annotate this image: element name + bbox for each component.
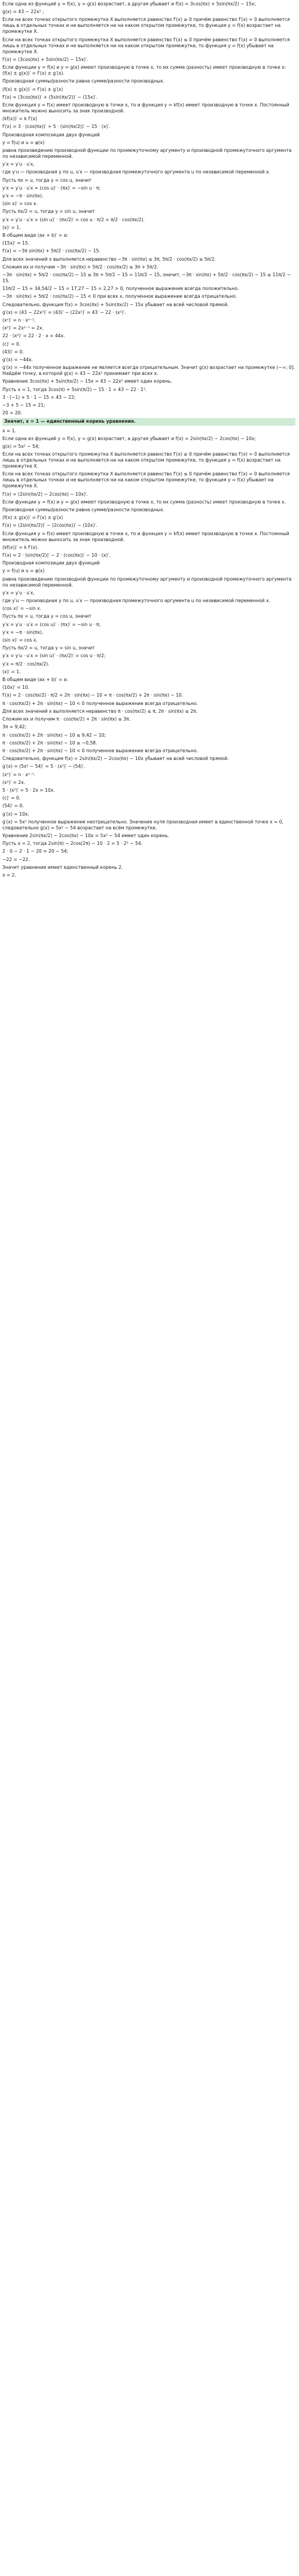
text-line: x = 1.: [2, 428, 16, 434]
text-line: (c)′ = 0.: [2, 795, 21, 801]
text-line: равна произведению производной функции по промежуточному аргументу и производной промежуточного аргумента по независимой переменной.: [2, 147, 292, 159]
text-line: (x)′ = 1.: [2, 224, 21, 230]
text-line: Если одна из функций y = f(x), y = g(x) возрастает, а другая убывает и f(x) = 2sin(πx/2) − 2cos(πx) − 10x;: [2, 435, 256, 441]
text-line: Для всех значений x выполняется неравенство π · cos(πx/2) ≤ π, 2π · sin(πx) ≤ 2π.: [2, 708, 198, 714]
text-line: (xⁿ)′ = n · xⁿ⁻¹.: [2, 318, 36, 323]
text-line: Если функция y = f(x) имеет производную в точке x, то и функция y = kf(x) имеет производную в точке x. Постоянный множитель можно выносить за знак производной.: [2, 102, 289, 114]
text-line: 11π/2 − 15 ≈ 34,54/2 − 15 = 17,27 − 15 = 2,27 > 0, полученное выражение всегда положительно.: [2, 286, 239, 292]
text-line: f′(x) = −3π sin(πx) + 5π/2 · cos(πx/2) − 15.: [2, 248, 100, 254]
text-line: (c)′ = 0.: [2, 341, 21, 347]
text-line: Если на всех точках открытого промежутка X выполняется равенство f′(x) ≤ 0 причём равенство f′(x) = 0 выполняется лишь в отдельных точках и не выполняется ни на каком открытом промежутке, то функция y = f(x) убывает на промежутке X.: [2, 471, 290, 489]
text-line: Для всех значений x выполняется неравенство −3π · sin(πx) ≤ 3π, 5π/2 · cos(πx/2) ≤ 5π/2.: [2, 256, 216, 262]
text-line: Пусть x = 1, тогда 3cos(π) + 5sin(π/2) − 15 · 1 = 43 − 22 · 1².: [2, 386, 147, 392]
text-line: Если на всех точках открытого промежутка X выполняется равенство f′(x) ≤ 0 причём равенство f′(x) = 0 выполняется лишь в отдельных точках и не выполняется ни на каком открытом промежутке, то функция y = f(x) убывает на промежутке X.: [2, 36, 290, 54]
text-line: y′x = y′u · u′x,: [2, 590, 35, 596]
text-line: f′(x) = 3 · (cos(πx))′ + 5 · (sin(πx/2))′ − 15 · (x)′.: [2, 124, 111, 130]
text-line: (x²)′ = 2x.: [2, 779, 26, 785]
text-line: (x)′ = 1.: [2, 669, 21, 674]
text-line: В общем виде (ax + b)′ = a:: [2, 677, 68, 683]
text-line: В общем виде (ax + b)′ = a:: [2, 232, 68, 238]
text-line: Если функции y = f(x) и y = g(x) имеют производную в точке x, то их сумма (разность) имеет производную в точке x.: [2, 499, 286, 505]
text-line: g′(x) = (43 − 22x²)′ = (43)′ − (22x²)′ = 43′ − 22 · (x²)′.: [2, 309, 126, 315]
text-line: g′(x) = 10x.: [2, 811, 29, 817]
text-line: 22 · (x²)′ = 22 · 2 · x = 44x.: [2, 333, 65, 339]
text-line: Уравнение 2sin(πx/2) − 2cos(πx) − 10x = 5x² − 54 имеет один корень.: [2, 832, 169, 838]
text-line: 5 · (x²)′ = 5 · 2x = 10x.: [2, 787, 55, 793]
text-line: (43)′ = 0.: [2, 349, 24, 355]
text-line: Значит уравнение имеет единственный корень 2.: [2, 864, 123, 870]
text-line: (kf(x))′ = k f′(x).: [2, 544, 39, 550]
text-line: Производная композиции двух функций: [2, 132, 100, 138]
text-line: f′(x) = (3cos(πx) + 5sin(πx/2) − 15x)′.: [2, 56, 89, 62]
text-line: y′x = −π · sin(πx).: [2, 629, 44, 635]
text-line: Производная суммы/разности равна сумме/разности производных.: [2, 78, 164, 84]
text-line: y = f(u) и u = φ(x): [2, 568, 45, 574]
text-line: g′(x) = −44x полученное выражение не является всегда отрицательным. Значит g(x) возрастает на промежутке (−∞; 0]. Найдём точку, в которой g(x) = 43 − 22x² принимает при всех x.: [2, 365, 295, 377]
text-line: Сложим их и получим −3π · sin(πx) + 5π/2 · cos(πx/2) ≤ 3π + 5π/2.: [2, 264, 158, 270]
text-line: Пусть πx/2 = u, тогда y = sin u, значит: [2, 645, 95, 651]
text-line: Если функция y = f(x) имеет производную в точке x, то и функция y = kf(x) имеет производную в точке x. Постоянный множитель можно выносить за знак производной.: [2, 530, 289, 542]
text-line: (kf(x))′ = k f′(x): [2, 116, 37, 122]
text-line: Пусть πx = u, тогда y = cos u, значит: [2, 614, 91, 619]
text-line: Если одна из функций y = f(x), y = g(x) возрастает, а другая убывает и f(x) = 3cos(πx) + 5sin(πx/2) − 15x;: [2, 1, 256, 7]
text-line: (xⁿ)′ = n · xⁿ⁻¹.: [2, 771, 36, 777]
text-line: Производная композиции двух функций: [2, 560, 100, 566]
text-line: −3π · sin(πx) + 5π/2 · cos(πx/2) − 15 ≤ 3π + 5π/2 − 15 = 11π/2 − 15, значит, −3π · sin(πx) + 5π/2 · cos(πx/2) − 15 ≤ 11π/2 − 15.: [2, 272, 291, 284]
text-line: Производная суммы/разности равна сумме/разности производных.: [2, 506, 164, 512]
text-line: (sin x)′ = cos x.: [2, 201, 38, 207]
text-line: y′x = y′u · u′x = (sin u)′ · (πx/2)′ = cos u · π/2 = π/2 · cos(πx/2).: [2, 216, 145, 222]
text-line: y′x = y′u · u′x = (cos u)′ · (πx)′ = −sin u · π;: [2, 185, 101, 191]
text-line: (x²)′ = 2x²⁻¹ = 2x.: [2, 325, 44, 331]
text-line: (54)′ = 0.: [2, 803, 24, 809]
text-line: (15x)′ = 15.: [2, 240, 30, 246]
text-line: f′(x) = 2 · (sin(πx/2))′ − 2 · (cos(πx))′ − 10 · (x)′.: [2, 553, 111, 558]
text-line: Следовательно, функция f(x) = 3cos(πx) + 5sin(πx/2) − 15x убывает на всей числовой прямой.: [2, 301, 229, 307]
text-line: −3 + 5 − 15 = 21;: [2, 402, 45, 408]
text-line: 3 · (−1) + 5 · 1 − 15 = 43 − 22;: [2, 394, 76, 400]
text-line: g(x) = 5x² − 54;: [2, 443, 40, 449]
text-line: Пусть πx/2 = u, тогда y = sin u, значит: [2, 209, 95, 215]
text-line: g′(x) = −44x.: [2, 357, 33, 363]
text-line: Пусть x = 2, тогда 2sin(π) − 2cos(2π) − 10 · 2 = 5 · 2² − 54.: [2, 841, 143, 847]
text-line: y′x = y′u · u′x,: [2, 161, 35, 167]
text-line: −22 = −22.: [2, 856, 30, 862]
text-line: (cos x)′ = −sin x.: [2, 606, 42, 612]
text-line: y′x = y′u · u′x = (cos u)′ · (πx)′ = −sin u · π;: [2, 621, 101, 627]
text-line: π · cos(πx/2) + 2π · sin(πx) − 10 < 0 полученное выражение всегда отрицательно.: [2, 747, 198, 753]
text-line: Уравнение 3cos(πx) + 5sin(πx/2) − 15x = 43 − 22x² имеет один корень.: [2, 379, 172, 384]
text-line: 2 · 0 − 2 · 1 − 20 = 20 − 54;: [2, 849, 69, 854]
text-line: f′(x) = (3cos(πx))′ + (5sin(πx/2))′ − (15x)′.: [2, 94, 97, 100]
text-line: y′x = y′u · u′x = (sin u)′ · (πx/2)′ = cos u · π/2;: [2, 653, 106, 659]
text-line: где y′u — производная y по u, u′x — производная промежуточного аргумента u по независимой переменной x.: [2, 169, 270, 175]
text-line: y′x = π/2 · cos(πx/2).: [2, 661, 50, 667]
text-line: g′(x) = 5x² полученное выражение неотрицательно. Значение нуля производная имеет в единственной точке x = 0, следовательно g(x) = 5x² − 54 возрастает на всём промежутке.: [2, 819, 283, 831]
text-line: π · cos(πx/2) + 2π · sin(πx) − 10 ≤ 9,42 − 10;: [2, 732, 106, 738]
text-line: Следовательно, функция f(x) = 2sin(πx/2) − 2cos(πx) − 10x убывает на всей числовой прямой.: [2, 756, 229, 762]
text-line: (f(x) ± g(x))′ = f′(x) ± g′(x): [2, 86, 63, 92]
text-line: g(x) = 43 − 22x² ;: [2, 9, 44, 15]
text-line: y′x = −π · sin(πx).: [2, 193, 44, 199]
text-line: где y′u — производная y по u, u′x — производная промежуточного аргумента u по независимой переменной x.: [2, 598, 270, 604]
text-line: π · cos(πx/2) + 2π · sin(πx) − 10 ≤ −0,58.: [2, 740, 97, 746]
text-line: g′(x) = (5x² − 54)′ = 5 · (x²)′ − (54)′.: [2, 764, 86, 770]
text-line: x = 2.: [2, 872, 16, 878]
text-line: y = f(u) и u = φ(x): [2, 139, 45, 145]
text-line: Если на всех точках открытого промежутка X выполняется равенство f′(x) ≥ 0 причём равенство f′(x) = 0 выполняется лишь в отдельных точках и не выполняется ни на каком открытом промежутке, то функция y = f(x) возрастает на промежутке X.: [2, 451, 290, 469]
text-line: 3π ≈ 9,42;: [2, 724, 27, 730]
answer-line: Значит, x = 1 — единственный корень уравнения.: [2, 418, 295, 425]
text-line: π · cos(πx/2) + 2π · sin(πx) − 10 < 0 полученное выражение всегда отрицательно.: [2, 700, 198, 706]
text-line: равна произведению производной функции по промежуточному аргументу и производной промежуточного аргумента по независимой переменной.: [2, 576, 292, 588]
text-line: Если на всех точках открытого промежутка X выполняется равенство f′(x) ≥ 0 причём равенство f′(x) = 0 выполняется лишь в отдельных точках и не выполняется ни на каком открытом промежутке, то функция y = f(x) возрастает на промежутке X.: [2, 17, 290, 35]
text-line: f′(x) = 2 · cos(πx/2) · π/2 + 2π · sin(πx) − 10 = π · cos(πx/2) + 2π · sin(πx) − 10.: [2, 692, 184, 698]
text-line: 20 = 20.: [2, 410, 22, 416]
solution-document: [0, 0, 299, 878]
text-line: (10x)′ = 10.: [2, 685, 30, 691]
text-line: Сложим их и получим π · cos(πx/2) + 2π · sin(πx) ≤ 3π.: [2, 716, 131, 722]
text-line: f′(x) = (2sin(πx/2))′ − (2cos(πx))′ − (10x)′.: [2, 523, 97, 529]
text-line: Если функции y = f(x) и y = g(x) имеют производную в точке x, то их сумма (разность) имеет производную в точке x: (f(x) ± g(x))′ = f′(x) ± g′(x).: [2, 65, 286, 77]
text-line: (f(x) ± g(x))′ = f′(x) ± g′(x): [2, 515, 63, 521]
text-line: f′(x) = (2sin(πx/2) − 2cos(πx) − 10x)′.: [2, 491, 89, 497]
text-line: −3π · sin(πx) + 5π/2 · cos(πx/2) − 15 < 0 при всех x, полученное выражение всегда отрицательно.: [2, 294, 237, 300]
text-line: (sin x)′ = cos x.: [2, 637, 38, 643]
text-line: Пусть πx = u, тогда y = cos u, значит: [2, 177, 91, 183]
